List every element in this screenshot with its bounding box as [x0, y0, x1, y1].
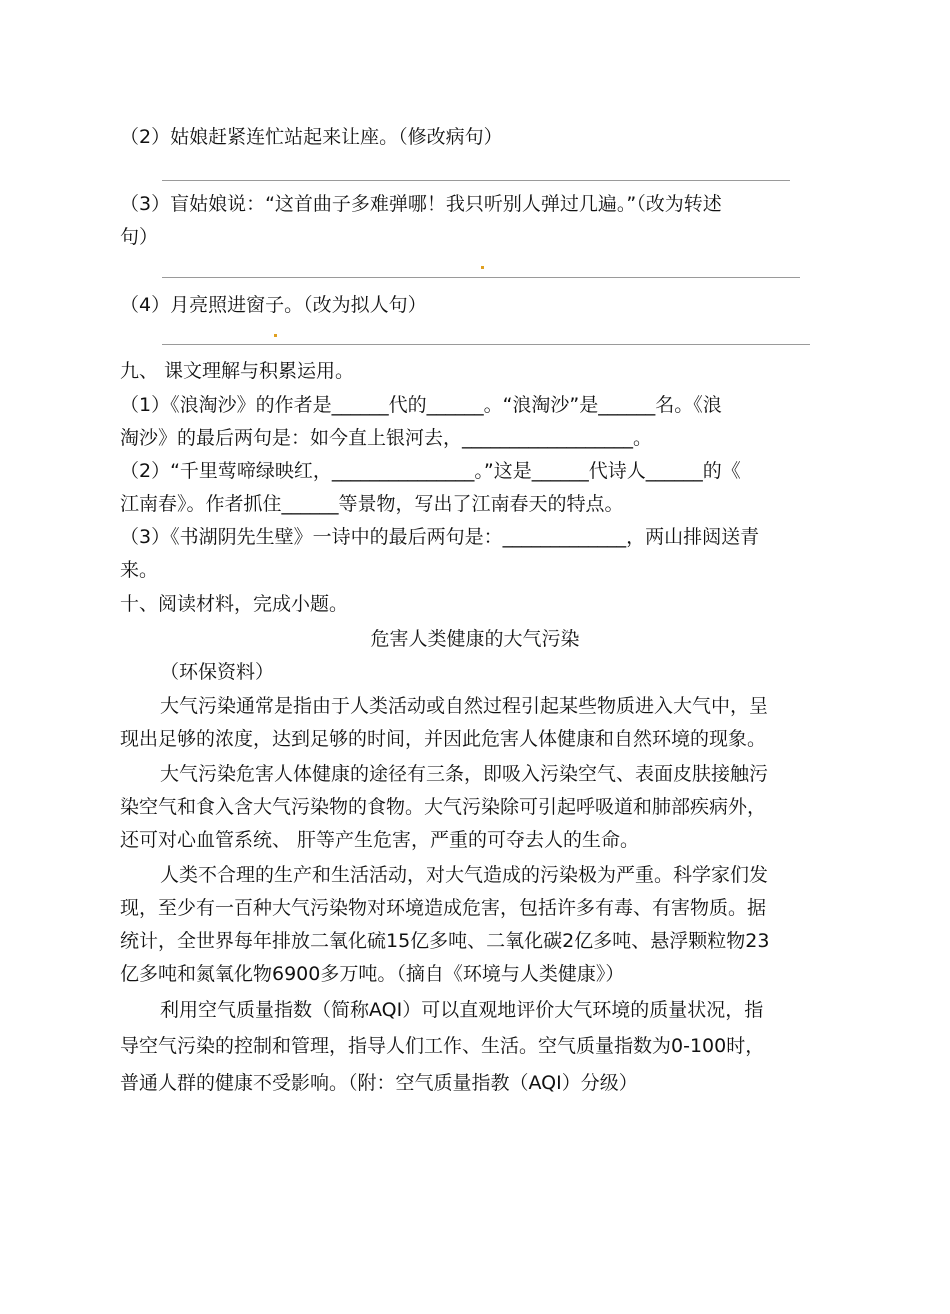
question-9-1-line2: 淘沙》的最后两句是：如今直上银河去，__________________。	[120, 427, 653, 449]
question-9-3-line2: 来。	[120, 559, 159, 581]
question-9-2-line2: 江南春》。作者抓住______等景物，写出了江南春天的特点。	[120, 493, 624, 515]
article-title: 危害人类健康的大气污染	[370, 628, 580, 650]
article-source: （环保资料）	[160, 661, 275, 683]
paragraph-2-line3: 还可对心血管系统、 肝等产生危害，严重的可夺去人的生命。	[120, 829, 640, 851]
paragraph-3-line4: 亿多吨和氮氧化物6900多万吨。（摘自《环境与人类健康》）	[120, 963, 625, 985]
question-9-3-line1: （3）《书湖阴先生壁》一诗中的最后两句是：_____________，两山排闼送青	[120, 526, 760, 548]
section-9-heading: 九、 课文理解与积累运用。	[120, 360, 355, 382]
paragraph-4-line2: 导空气污染的控制和管理，指导人们工作、生活。空气质量指数为0-100时，	[120, 1035, 765, 1057]
paragraph-1-line1: 大气污染通常是指由于人类活动或自然过程引起某些物质进入大气中，呈	[160, 695, 769, 717]
paragraph-3-line1: 人类不合理的生产和生活活动，对大气造成的污染极为严重。科学家们发	[160, 864, 769, 886]
paragraph-2-line1: 大气污染危害人体健康的途径有三条，即吸入污染空气、表面皮肤接触污	[160, 763, 769, 785]
question-9-1-line1: （1）《浪淘沙》的作者是______代的______。“浪淘沙”是______名。《浪	[120, 394, 722, 416]
speck	[274, 334, 277, 337]
paragraph-4-line1: 利用空气质量指数（简称AQI）可以直观地评价大气环境的质量状况，指	[160, 999, 764, 1021]
speck	[481, 266, 484, 269]
question-8-3-line2: 句）	[120, 226, 159, 248]
answer-line	[162, 344, 810, 345]
paragraph-3-line3: 统计，全世界每年排放二氧化硫15亿多吨、二氧化碳2亿多吨、悬浮颗粒物23	[120, 930, 770, 952]
answer-line	[162, 180, 790, 181]
question-9-2-line1: （2）“千里莺啼绿映红，_______________。”这是______代诗人______的《	[120, 460, 741, 482]
answer-line	[162, 277, 800, 278]
question-8-2: （2）姑娘赶紧连忙站起来让座。（修改病句）	[120, 126, 503, 148]
paragraph-3-line2: 现，至少有一百种大气污染物对环境造成危害，包括许多有毒、有害物质。据	[120, 897, 767, 919]
question-8-3-line1: （3）盲姑娘说：“这首曲子多难弹哪！我只听别人弹过几遍。”（改为转述	[120, 193, 722, 215]
question-8-4: （4）月亮照进窗子。（改为拟人句）	[120, 294, 427, 316]
paragraph-2-line2: 染空气和食入含大气污染物的食物。大气污染除可引起呼吸道和肺部疾病外，	[120, 796, 767, 818]
paragraph-4-line3: 普通人群的健康不受影响。（附：空气质量指教（AQI）分级）	[120, 1072, 638, 1094]
section-10-heading: 十、阅读材料，完成小题。	[120, 593, 349, 615]
paragraph-1-line2: 现出足够的浓度，达到足够的时间，并因此危害人体健康和自然环境的现象。	[120, 728, 767, 750]
